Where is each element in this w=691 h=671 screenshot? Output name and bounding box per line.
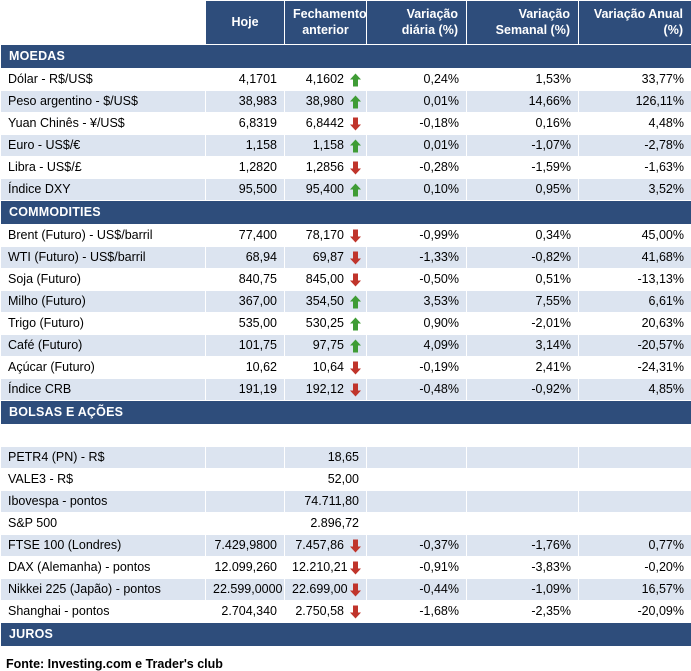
cell-fechamento-anterior <box>285 601 367 623</box>
cell-fechamento-anterior-value: 354,50 <box>306 294 344 308</box>
arrow-down-icon <box>349 160 362 175</box>
cell-variacao-diaria: -0,37% <box>367 535 467 557</box>
cell-fechamento-anterior-value: 10,64 <box>313 360 344 374</box>
row-label <box>1 425 206 447</box>
table-row <box>1 425 691 447</box>
cell-fechamento-anterior-value: 7.457,86 <box>295 538 344 552</box>
cell-variacao-anual: 4,48% <box>579 113 691 135</box>
cell-variacao-anual: 45,00% <box>579 225 691 247</box>
cell-variacao-semanal: -1,59% <box>467 157 579 179</box>
cell-variacao-anual <box>579 469 691 491</box>
cell-fechamento-anterior-value: 1,2856 <box>306 160 344 174</box>
cell-fechamento-anterior <box>285 425 367 447</box>
cell-variacao-anual: 126,11% <box>579 91 691 113</box>
header-cell-hoje: Hoje <box>206 1 285 45</box>
table-header <box>1 1 691 45</box>
table-row <box>1 313 691 335</box>
cell-variacao-anual: 20,63% <box>579 313 691 335</box>
row-label: Yuan Chinês - ¥/US$ <box>1 113 206 135</box>
cell-variacao-diaria: 0,90% <box>367 313 467 335</box>
cell-variacao-semanal: -1,09% <box>467 579 579 601</box>
cell-variacao-diaria: 0,01% <box>367 135 467 157</box>
cell-fechamento-anterior <box>285 113 367 135</box>
arrow-down-icon <box>349 382 362 397</box>
row-label: Açúcar (Futuro) <box>1 357 206 379</box>
cell-fechamento-anterior-value: 18,65 <box>328 450 359 465</box>
row-label: Dólar - R$/US$ <box>1 69 206 91</box>
cell-hoje <box>206 425 285 447</box>
cell-variacao-anual <box>579 491 691 513</box>
table-row <box>1 247 691 269</box>
table-row <box>1 225 691 247</box>
arrow-down-icon <box>349 272 362 287</box>
cell-hoje: 367,00 <box>206 291 285 313</box>
cell-variacao-anual: 3,52% <box>579 179 691 201</box>
cell-variacao-diaria: -0,91% <box>367 557 467 579</box>
cell-fechamento-anterior <box>285 291 367 313</box>
table-row <box>1 447 691 469</box>
cell-fechamento-anterior-value: 78,170 <box>306 228 344 242</box>
row-label: Nikkei 225 (Japão) - pontos <box>1 579 206 601</box>
cell-variacao-anual: -2,78% <box>579 135 691 157</box>
cell-variacao-semanal <box>467 425 579 447</box>
cell-variacao-diaria: 4,09% <box>367 335 467 357</box>
cell-variacao-semanal <box>467 491 579 513</box>
cell-variacao-diaria: -0,99% <box>367 225 467 247</box>
cell-fechamento-anterior-value: 74.711,80 <box>304 494 359 509</box>
cell-fechamento-anterior <box>285 447 367 469</box>
header-cell-fechamento-anterior: Fechamento anterior <box>285 1 367 45</box>
cell-variacao-diaria: 3,53% <box>367 291 467 313</box>
cell-variacao-diaria <box>367 513 467 535</box>
cell-fechamento-anterior <box>285 379 367 401</box>
arrow-down-icon <box>349 604 362 619</box>
cell-hoje: 2.704,340 <box>206 601 285 623</box>
section-title: COMMODITIES <box>1 201 691 225</box>
cell-fechamento-anterior <box>285 135 367 157</box>
arrow-down-icon <box>349 582 362 597</box>
row-label: PETR4 (PN) - R$ <box>1 447 206 469</box>
table-row <box>1 579 691 601</box>
row-label: Trigo (Futuro) <box>1 313 206 335</box>
cell-hoje: 95,500 <box>206 179 285 201</box>
cell-variacao-diaria <box>367 469 467 491</box>
cell-hoje: 7.429,9800 <box>206 535 285 557</box>
section-title: MOEDAS <box>1 45 691 69</box>
cell-hoje: 12.099,260 <box>206 557 285 579</box>
cell-variacao-diaria <box>367 425 467 447</box>
cell-variacao-anual: -13,13% <box>579 269 691 291</box>
arrow-up-icon <box>349 138 362 153</box>
cell-variacao-semanal: 14,66% <box>467 91 579 113</box>
cell-variacao-anual: 0,77% <box>579 535 691 557</box>
cell-variacao-semanal: -0,92% <box>467 379 579 401</box>
table-row <box>1 357 691 379</box>
cell-variacao-anual: 6,61% <box>579 291 691 313</box>
cell-hoje: 68,94 <box>206 247 285 269</box>
cell-fechamento-anterior-value: 69,87 <box>313 250 344 264</box>
cell-fechamento-anterior-value: 12.210,21 <box>292 560 348 574</box>
arrow-down-icon <box>349 560 362 575</box>
cell-variacao-semanal: -2,01% <box>467 313 579 335</box>
row-label: Libra - US$/£ <box>1 157 206 179</box>
cell-variacao-anual: -0,20% <box>579 557 691 579</box>
cell-fechamento-anterior-value: 4,1602 <box>306 72 344 86</box>
table-row <box>1 179 691 201</box>
cell-hoje: 101,75 <box>206 335 285 357</box>
cell-hoje: 191,19 <box>206 379 285 401</box>
cell-variacao-semanal: 1,53% <box>467 69 579 91</box>
table-row <box>1 269 691 291</box>
cell-variacao-anual: -20,09% <box>579 601 691 623</box>
cell-fechamento-anterior <box>285 225 367 247</box>
cell-fechamento-anterior <box>285 335 367 357</box>
cell-fechamento-anterior-value: 38,980 <box>306 94 344 108</box>
source-footnote: Fonte: Investing.com e Trader's club <box>0 647 691 671</box>
cell-variacao-semanal: 2,41% <box>467 357 579 379</box>
cell-variacao-diaria: -0,50% <box>367 269 467 291</box>
cell-variacao-anual: -20,57% <box>579 335 691 357</box>
cell-hoje: 10,62 <box>206 357 285 379</box>
table-row <box>1 291 691 313</box>
cell-fechamento-anterior <box>285 179 367 201</box>
cell-variacao-semanal: -2,35% <box>467 601 579 623</box>
arrow-down-icon <box>349 228 362 243</box>
row-label: Brent (Futuro) - US$/barril <box>1 225 206 247</box>
row-label: VALE3 - R$ <box>1 469 206 491</box>
cell-variacao-anual <box>579 425 691 447</box>
row-label: Euro - US$/€ <box>1 135 206 157</box>
cell-variacao-diaria: -0,19% <box>367 357 467 379</box>
arrow-down-icon <box>349 116 362 131</box>
cell-hoje: 1,2820 <box>206 157 285 179</box>
cell-hoje: 535,00 <box>206 313 285 335</box>
cell-variacao-semanal: -0,82% <box>467 247 579 269</box>
arrow-up-icon <box>349 338 362 353</box>
row-label: DAX (Alemanha) - pontos <box>1 557 206 579</box>
cell-fechamento-anterior <box>285 469 367 491</box>
cell-variacao-diaria: -0,28% <box>367 157 467 179</box>
cell-hoje: 77,400 <box>206 225 285 247</box>
cell-fechamento-anterior <box>285 513 367 535</box>
table-body <box>1 45 691 647</box>
cell-hoje: 6,8319 <box>206 113 285 135</box>
table-row <box>1 157 691 179</box>
cell-variacao-diaria: 0,24% <box>367 69 467 91</box>
cell-hoje <box>206 447 285 469</box>
cell-variacao-semanal <box>467 513 579 535</box>
cell-fechamento-anterior-value: 6,8442 <box>306 116 344 130</box>
header-cell-variacao-diaria: Variação diária (%) <box>367 1 467 45</box>
arrow-down-icon <box>349 360 362 375</box>
cell-fechamento-anterior <box>285 357 367 379</box>
section-title: BOLSAS E AÇÕES <box>1 401 691 425</box>
cell-fechamento-anterior-value: 1,158 <box>313 138 344 152</box>
section-header-row <box>1 401 691 425</box>
table-row <box>1 135 691 157</box>
row-label: Peso argentino - $/US$ <box>1 91 206 113</box>
row-label: Shanghai - pontos <box>1 601 206 623</box>
cell-fechamento-anterior-value: 52,00 <box>328 472 359 487</box>
cell-variacao-anual: 4,85% <box>579 379 691 401</box>
cell-hoje <box>206 469 285 491</box>
table-row <box>1 557 691 579</box>
row-label: Índice DXY <box>1 179 206 201</box>
row-label: Índice CRB <box>1 379 206 401</box>
cell-variacao-semanal <box>467 447 579 469</box>
table-row <box>1 535 691 557</box>
row-label: Milho (Futuro) <box>1 291 206 313</box>
table-row <box>1 469 691 491</box>
cell-variacao-anual: 16,57% <box>579 579 691 601</box>
cell-fechamento-anterior <box>285 91 367 113</box>
row-label: WTI (Futuro) - US$/barril <box>1 247 206 269</box>
cell-fechamento-anterior <box>285 579 367 601</box>
cell-variacao-diaria: 0,10% <box>367 179 467 201</box>
cell-fechamento-anterior-value: 192,12 <box>306 382 344 396</box>
row-label: Soja (Futuro) <box>1 269 206 291</box>
cell-fechamento-anterior <box>285 557 367 579</box>
row-label: Ibovespa - pontos <box>1 491 206 513</box>
cell-hoje <box>206 491 285 513</box>
cell-fechamento-anterior <box>285 247 367 269</box>
cell-fechamento-anterior <box>285 491 367 513</box>
cell-fechamento-anterior <box>285 313 367 335</box>
arrow-up-icon <box>349 72 362 87</box>
row-label: FTSE 100 (Londres) <box>1 535 206 557</box>
section-title: JUROS <box>1 623 691 647</box>
cell-variacao-diaria <box>367 491 467 513</box>
cell-variacao-anual: 41,68% <box>579 247 691 269</box>
cell-variacao-diaria: -0,48% <box>367 379 467 401</box>
cell-variacao-semanal <box>467 469 579 491</box>
cell-variacao-diaria: -1,68% <box>367 601 467 623</box>
cell-fechamento-anterior <box>285 69 367 91</box>
cell-variacao-semanal: -3,83% <box>467 557 579 579</box>
row-label: S&P 500 <box>1 513 206 535</box>
cell-fechamento-anterior-value: 2.750,58 <box>295 604 344 618</box>
header-cell-variacao-semanal: Variação Semanal (%) <box>467 1 579 45</box>
cell-hoje: 22.599,0000 <box>206 579 285 601</box>
cell-fechamento-anterior-value: 845,00 <box>306 272 344 286</box>
cell-hoje: 1,158 <box>206 135 285 157</box>
section-header-row <box>1 623 691 647</box>
cell-variacao-anual: -1,63% <box>579 157 691 179</box>
cell-variacao-diaria: 0,01% <box>367 91 467 113</box>
cell-variacao-semanal: 0,95% <box>467 179 579 201</box>
arrow-up-icon <box>349 94 362 109</box>
table-row <box>1 379 691 401</box>
cell-variacao-diaria: -1,33% <box>367 247 467 269</box>
cell-variacao-diaria <box>367 447 467 469</box>
arrow-down-icon <box>349 250 362 265</box>
header-cell-blank <box>1 1 206 45</box>
cell-variacao-semanal: -1,07% <box>467 135 579 157</box>
table-row <box>1 113 691 135</box>
cell-fechamento-anterior-value: 22.699,00 <box>292 582 348 596</box>
cell-variacao-semanal: 3,14% <box>467 335 579 357</box>
cell-variacao-semanal: 0,34% <box>467 225 579 247</box>
cell-variacao-semanal: 0,51% <box>467 269 579 291</box>
section-header-row <box>1 45 691 69</box>
table-row <box>1 69 691 91</box>
cell-fechamento-anterior <box>285 269 367 291</box>
cell-variacao-anual <box>579 513 691 535</box>
cell-variacao-semanal: 7,55% <box>467 291 579 313</box>
cell-hoje: 4,1701 <box>206 69 285 91</box>
cell-hoje: 840,75 <box>206 269 285 291</box>
table-row <box>1 91 691 113</box>
section-header-row <box>1 201 691 225</box>
arrow-up-icon <box>349 294 362 309</box>
cell-hoje <box>206 513 285 535</box>
arrow-up-icon <box>349 316 362 331</box>
arrow-up-icon <box>349 182 362 197</box>
cell-variacao-anual: 33,77% <box>579 69 691 91</box>
cell-variacao-anual <box>579 447 691 469</box>
cell-variacao-semanal: 0,16% <box>467 113 579 135</box>
cell-fechamento-anterior-value: 2.896,72 <box>310 516 359 531</box>
cell-fechamento-anterior-value: 97,75 <box>313 338 344 352</box>
cell-variacao-diaria: -0,18% <box>367 113 467 135</box>
cell-fechamento-anterior-value: 95,400 <box>306 182 344 196</box>
header-cell-variacao-anual: Variação Anual (%) <box>579 1 691 45</box>
arrow-down-icon <box>349 538 362 553</box>
table-row <box>1 491 691 513</box>
cell-variacao-anual: -24,31% <box>579 357 691 379</box>
table-row <box>1 335 691 357</box>
cell-hoje: 38,983 <box>206 91 285 113</box>
cell-fechamento-anterior-value: 530,25 <box>306 316 344 330</box>
row-label: Café (Futuro) <box>1 335 206 357</box>
cell-fechamento-anterior <box>285 535 367 557</box>
table-row <box>1 601 691 623</box>
table-row <box>1 513 691 535</box>
cell-variacao-diaria: -0,44% <box>367 579 467 601</box>
cell-variacao-semanal: -1,76% <box>467 535 579 557</box>
cell-fechamento-anterior <box>285 157 367 179</box>
